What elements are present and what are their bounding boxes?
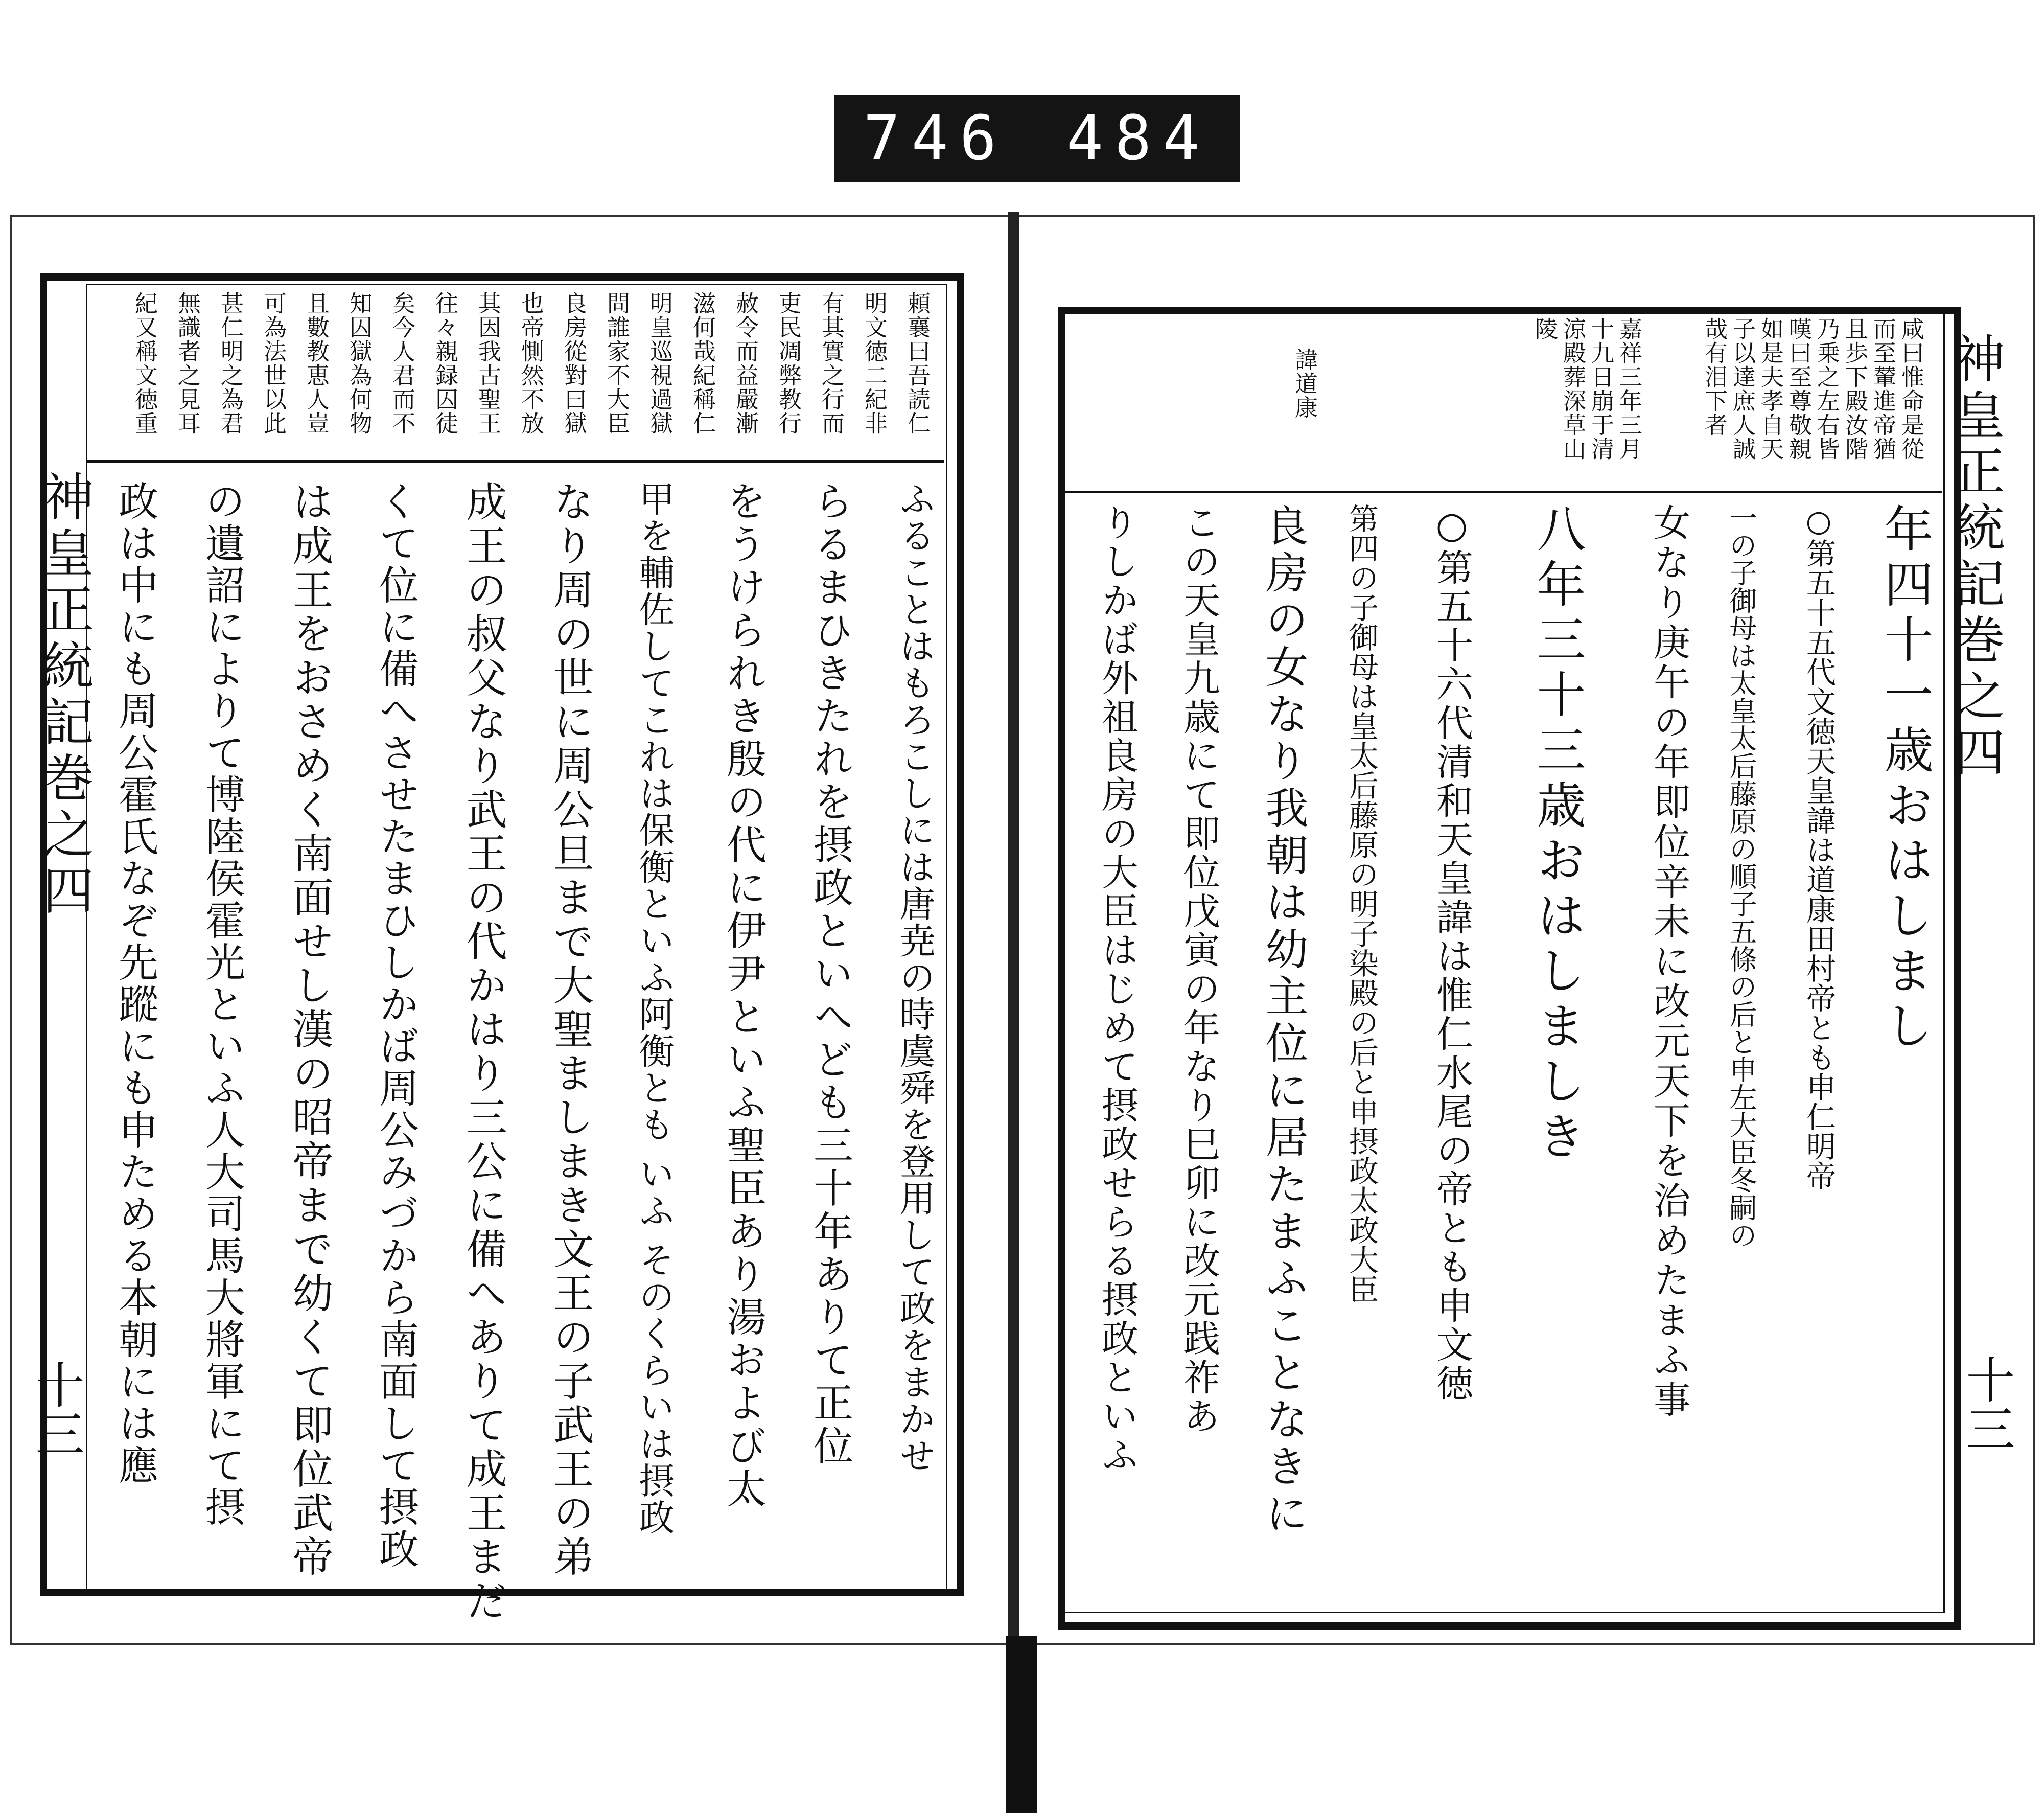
right-main-line: 一の子御母は太皇太后藤原の順子五條の后と申左大臣冬嗣の bbox=[1725, 503, 1757, 1249]
right-folio: 十三 bbox=[1958, 1355, 2015, 1453]
right-margin-title: 神皇正統記巻之四 bbox=[1945, 332, 2005, 782]
left-headnote: 知囚獄為何物 bbox=[345, 291, 373, 435]
left-main-line: の遺詔によりて博陸侯霍光といふ人大司馬大將軍にて摂 bbox=[199, 480, 245, 1528]
left-headnote: 赦令而益嚴漸 bbox=[732, 291, 759, 435]
right-headnote: 諱道康 bbox=[1291, 348, 1318, 420]
right-main-line: ○第五十五代文徳天皇諱は道康田村帝とも申仁明帝 bbox=[1801, 503, 1836, 1190]
right-main-line: 女なり庚午の年即位辛未に改元天下を治めたまふ事 bbox=[1647, 503, 1690, 1420]
left-headnote: 明文徳二紀非 bbox=[861, 291, 888, 435]
label-left-number: 746 bbox=[863, 103, 1008, 174]
book-gutter bbox=[1008, 212, 1019, 1643]
right-main-line: りしかば外祖良房の大臣はじめて摂政せらる摂政といふ bbox=[1096, 503, 1139, 1475]
catalogue-label bbox=[834, 95, 1240, 182]
left-headnote: 矣今人君而不 bbox=[388, 291, 415, 435]
left-headnote: 滋何哉紀稱仁 bbox=[689, 291, 716, 435]
left-main-line: 政は中にも周公霍氏なぞ先蹤にも申ためる本朝には應 bbox=[112, 480, 158, 1486]
right-main-line: 第四の子御母は皇太后藤原の明子染殿の后と申摂政太政大臣 bbox=[1344, 503, 1379, 1304]
left-main-line: をうけられき殷の代に伊尹といふ聖臣あり湯および太 bbox=[720, 480, 766, 1511]
left-folio: 十三 bbox=[28, 1360, 85, 1458]
left-headnote: 良房從對曰獄 bbox=[560, 291, 587, 435]
right-main-line: 八年三十三歳おはしましき bbox=[1529, 503, 1586, 1166]
left-headnote: 明皇巡視過獄 bbox=[646, 291, 673, 435]
right-headnote: 十九日崩于清 bbox=[1587, 317, 1614, 461]
left-headnote: 無識者之見耳 bbox=[174, 291, 201, 435]
right-main-line: 良房の女なり我朝は幼主位に居たまふことなきに bbox=[1259, 503, 1309, 1538]
left-headnote: 往々親録囚徒 bbox=[431, 291, 458, 435]
left-main-line: 成王の叔父なり武王の代かはり三公に備へありて成王まだ bbox=[459, 480, 507, 1623]
right-headnote: 乃乗之左右皆 bbox=[1813, 317, 1840, 461]
right-main-line: この天皇九歳にて即位戊寅の年なり巳卯に改元践祚あ bbox=[1177, 503, 1220, 1436]
left-main-line: くて位に備へさせたまひしかば周公みづから南面して摂政 bbox=[373, 480, 419, 1570]
right-headnote: 涼殿葬深草山 bbox=[1559, 317, 1586, 461]
left-headnote: 吏民凋弊教行 bbox=[775, 291, 802, 435]
left-headnote: 紀又稱文徳重 bbox=[131, 291, 158, 435]
right-headnote: 哉有泪下者 bbox=[1701, 317, 1728, 437]
left-headnote: 其因我古聖王 bbox=[474, 291, 501, 435]
left-headnote: 頼襄曰吾読仁 bbox=[903, 291, 931, 435]
right-headnote: 咸曰惟命是從 bbox=[1897, 317, 1924, 461]
label-right-number: 484 bbox=[1066, 103, 1211, 174]
right-headnote: 且歩下殿汝階 bbox=[1841, 317, 1868, 461]
left-headnote: 也帝惻然不放 bbox=[517, 291, 544, 435]
right-headnote: 嘉祥三年三月 bbox=[1615, 317, 1642, 461]
right-headnote: 陵 bbox=[1531, 317, 1558, 341]
left-headnote: 問誰家不大臣 bbox=[603, 291, 630, 435]
right-main-line: ○第五十六代清和天皇諱は惟仁水尾の帝とも申文徳 bbox=[1430, 503, 1473, 1403]
right-headnote: 如是夫孝自天 bbox=[1757, 317, 1784, 461]
book-spine bbox=[1006, 1636, 1037, 1813]
left-main-line: ふることはもろこしには唐尭の時虞舜を登用して政をまかせ bbox=[894, 480, 936, 1474]
left-main-line: なり周の世に周公旦まで大聖ましまき文王の子武王の弟 bbox=[546, 480, 594, 1579]
left-main-line: 甲を輔佐してこれは保衡といふ阿衡とも いふ そのくらいは摂政 bbox=[633, 480, 675, 1536]
left-headnote: 可為法世以此 bbox=[260, 291, 287, 435]
right-headnote: 子以達庶人誠 bbox=[1729, 317, 1756, 461]
left-margin-title: 神皇正統記巻之四 bbox=[34, 470, 94, 920]
left-headnote-divider bbox=[86, 460, 944, 463]
left-main-line: は成王をおさめく南面せし漢の昭帝まで幼くて即位武帝 bbox=[286, 480, 333, 1579]
right-headnote: 而至輦進帝猶 bbox=[1869, 317, 1896, 461]
left-headnote: 有其實之行而 bbox=[818, 291, 845, 435]
right-headnote: 嘆曰至尊敬親 bbox=[1785, 317, 1812, 461]
right-main-line: 年四十一歳おはしまし bbox=[1876, 503, 1934, 1055]
left-main-line: らるまひきたれを摂政といへども三十年ありて正位 bbox=[807, 480, 853, 1468]
left-headnote: 且數教恵人豈 bbox=[303, 291, 330, 435]
left-headnote: 甚仁明之為君 bbox=[217, 291, 244, 435]
right-headnote-divider bbox=[1063, 491, 1942, 493]
